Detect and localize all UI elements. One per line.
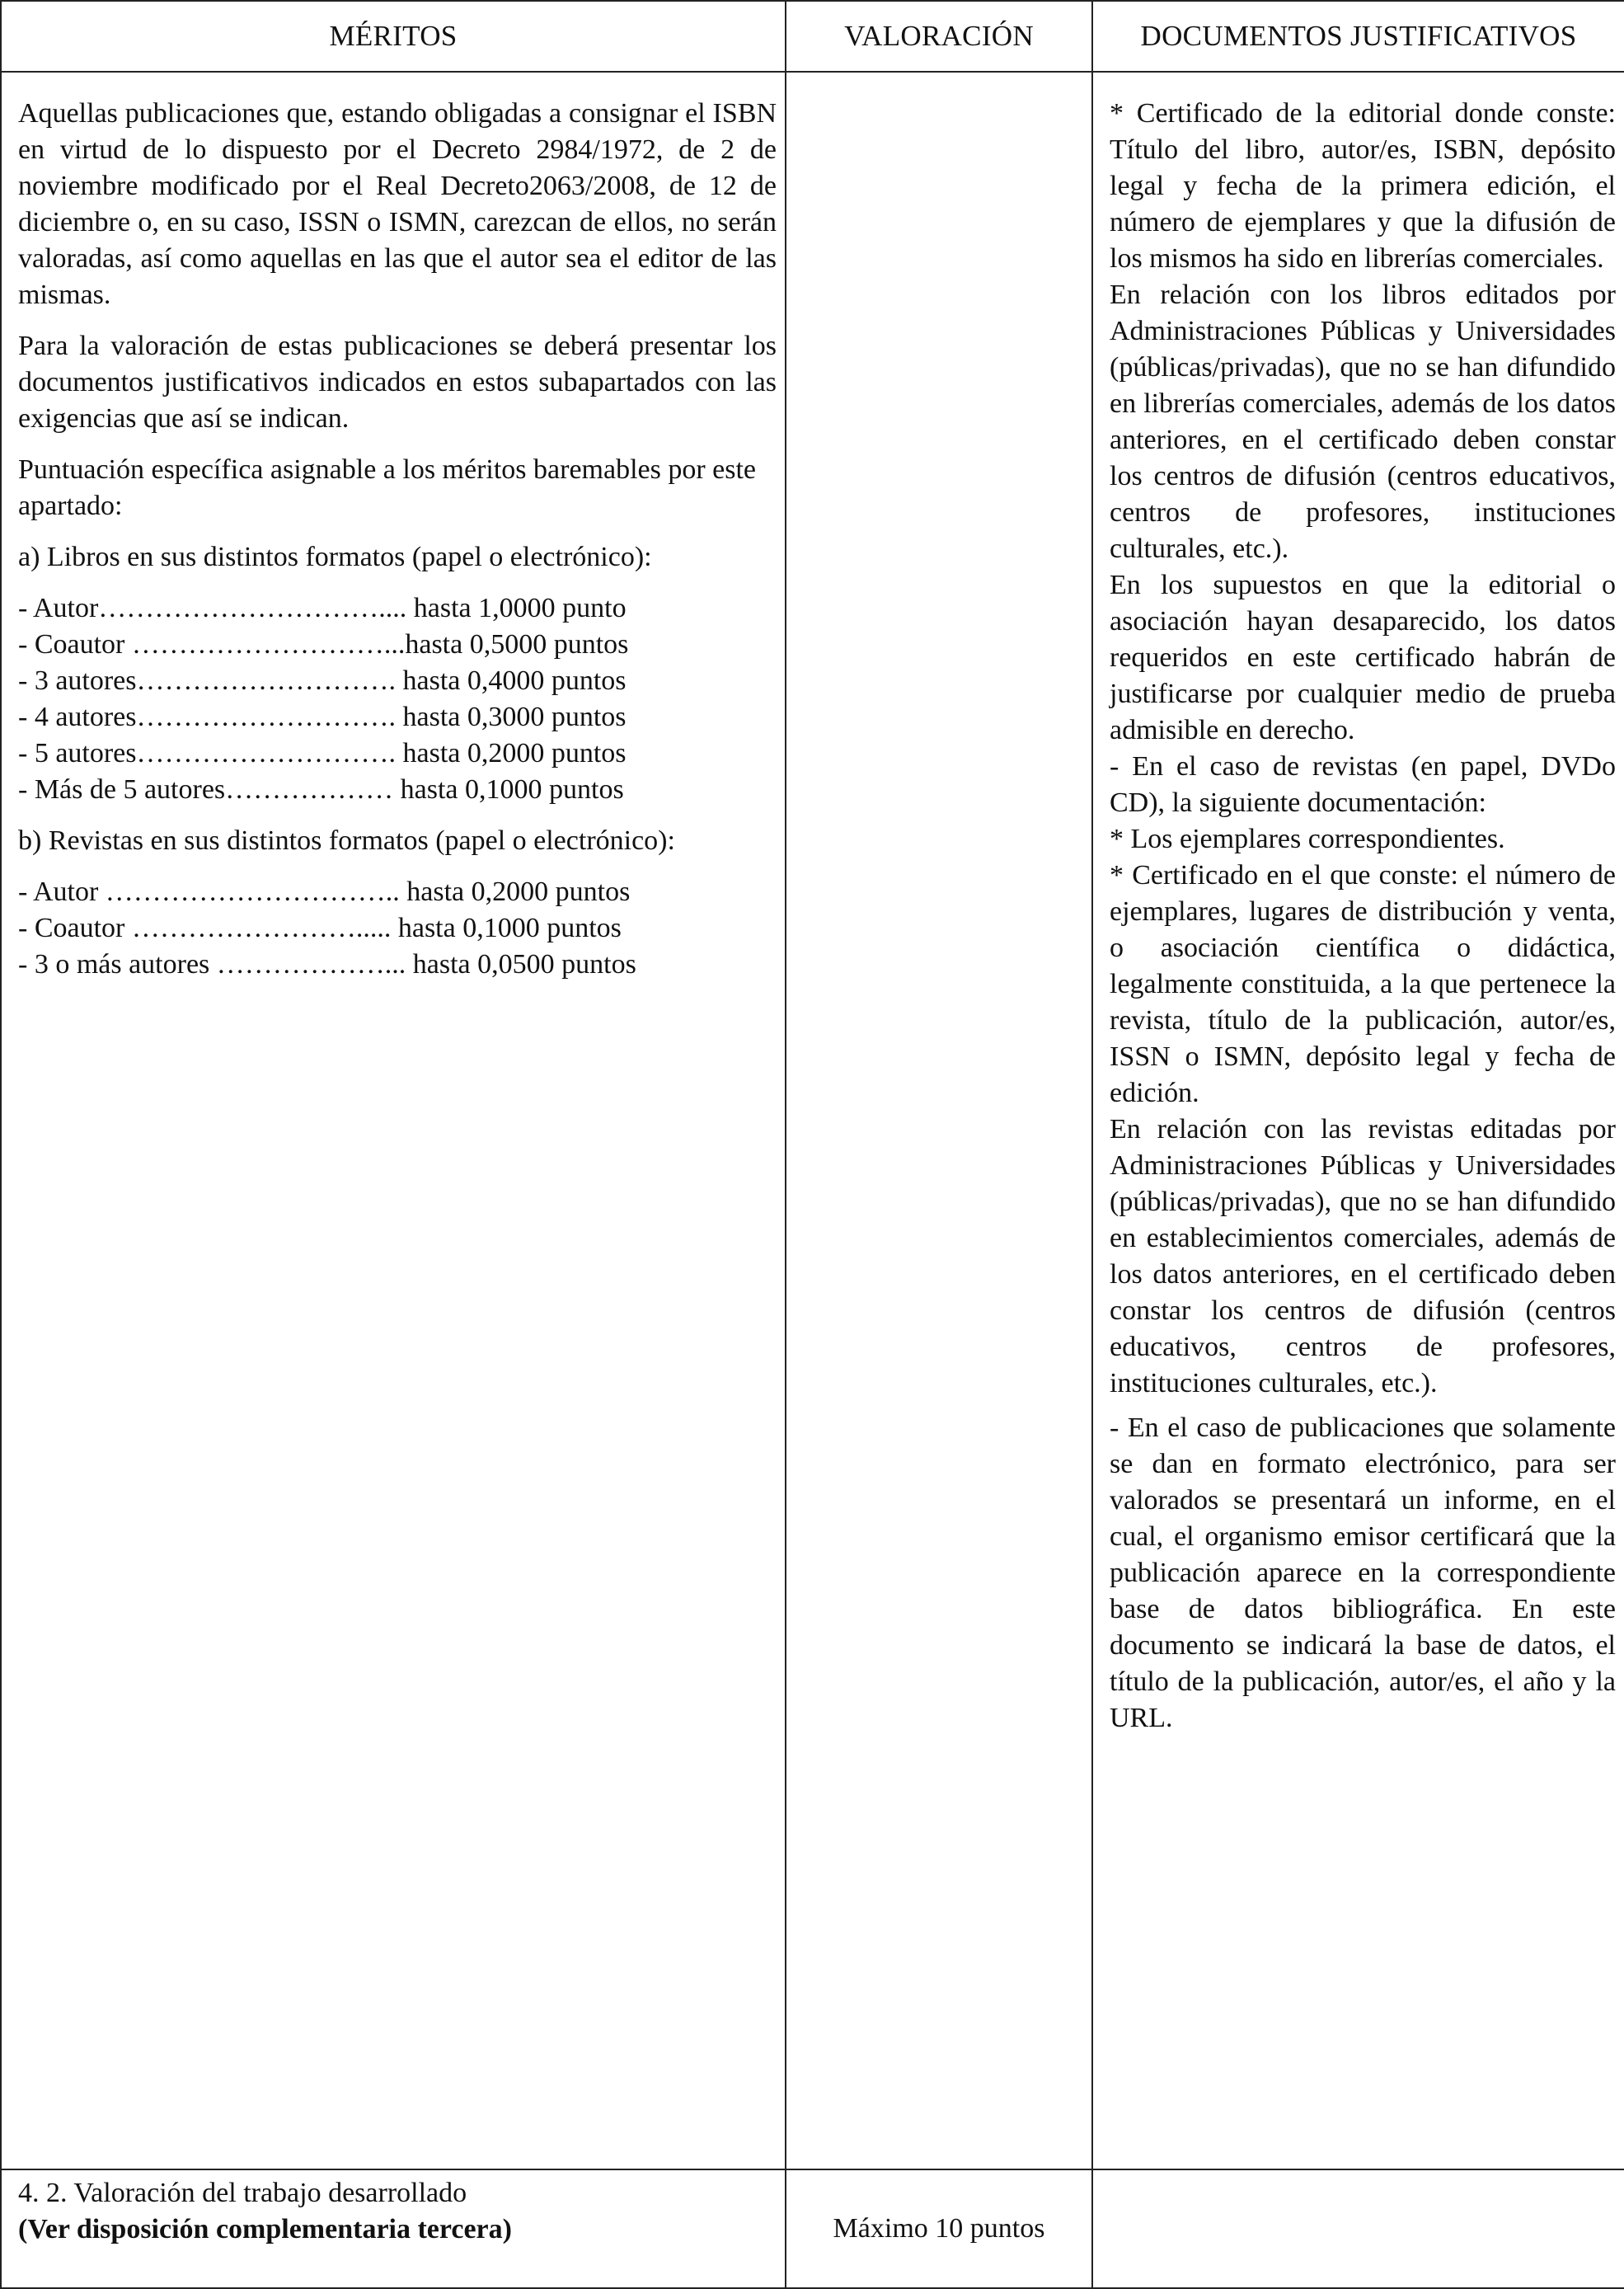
documentos-libros-administraciones: En relación con los libros editados por Administraciones Públicas y Universidades (públicas/privadas), que no se han difundido en librerías comerciales, además de los datos anteriores, en el certificado deben constar los centros de difusión (centros educativos, centros de profesores, instituciones culturales, etc.). bbox=[1110, 280, 1616, 564]
libros-list bbox=[18, 590, 777, 808]
header-documentos: DOCUMENTOS JUSTIFICATIVOS bbox=[1092, 1, 1624, 72]
documentos-certificado-editorial: * Certificado de la editorial donde conste: Título del libro, autor/es, ISBN, depósito legal y fecha de la primera edición, el número de ejemplares y que la difusión de los mismos ha sido en librerías comerciales. bbox=[1110, 98, 1616, 274]
revistas-item: - 3 o más autores ………………... hasta 0,0500 puntos bbox=[18, 949, 636, 980]
libros-item: - Más de 5 autores……………… hasta 0,1000 puntos bbox=[18, 774, 624, 805]
libros-title: a) Libros en sus distintos formatos (papel o electrónico): bbox=[18, 542, 652, 572]
revistas-list bbox=[18, 874, 777, 983]
documentos-revistas: - En el caso de revistas (en papel, DVDo CD), la siguiente documentación: bbox=[1110, 751, 1616, 818]
trabajo-desarrollado-title: 4. 2. Valoración del trabajo desarrollado bbox=[18, 2178, 467, 2208]
disposicion-complementaria-note: (Ver disposición complementaria tercera) bbox=[18, 2214, 512, 2244]
libros-item: - Autor………………………….... hasta 1,0000 punto bbox=[18, 593, 627, 623]
libros-item: - 4 autores………………………. hasta 0,3000 puntos bbox=[18, 702, 627, 732]
documentos-certificado-revista: * Certificado en el que conste: el número de ejemplares, lugares de distribución y venta, o asociación científica o didáctica, legalmente constituida, a la que pertenece la revista, título de la publicación, autor/es, ISSN o ISMN, depósito legal y fecha de edición. bbox=[1110, 860, 1616, 1108]
maximo-puntos: Máximo 10 puntos bbox=[786, 2169, 1092, 2288]
revistas-title: b) Revistas en sus distintos formatos (papel o electrónico): bbox=[18, 825, 675, 856]
trabajo-desarrollado-cell bbox=[1, 2169, 786, 2288]
header-valoracion: VALORACIÓN bbox=[786, 1, 1092, 72]
trabajo-desarrollado-row bbox=[1, 2169, 1624, 2288]
header-meritos: MÉRITOS bbox=[1, 1, 786, 72]
documentos-ejemplares: * Los ejemplares correspondientes. bbox=[1110, 824, 1505, 854]
meritos-paragraph-documentacion: Para la valoración de estas publicaciones se deberá presentar los documentos justificativos indicados en estos subapartados con las exigencias que así se indican. bbox=[18, 331, 777, 434]
documentos-cell bbox=[1092, 72, 1624, 2169]
libros-item: - 3 autores………………………. hasta 0,4000 puntos bbox=[18, 665, 627, 696]
revistas-item: - Coautor ……………………..... hasta 0,1000 puntos bbox=[18, 913, 622, 943]
meritos-paragraph-exclusion: Aquellas publicaciones que, estando obligadas a consignar el ISBN en virtud de lo dispuesto por el Decreto 2984/1972, de 2 de noviembre modificado por el Real Decreto2063/2008, de 12 de diciembre o, en su caso, ISSN o ISMN, carezcan de ellos, no serán valoradas, así como aquellas en las que el autor sea el editor de las mismas. bbox=[18, 98, 777, 310]
valoracion-cell bbox=[786, 72, 1092, 2169]
revistas-item: - Autor ………………………….. hasta 0,2000 puntos bbox=[18, 877, 631, 907]
libros-item: - 5 autores………………………. hasta 0,2000 puntos bbox=[18, 738, 627, 768]
header-row bbox=[1, 1, 1624, 72]
trabajo-documentos-cell bbox=[1092, 2169, 1624, 2288]
meritos-cell bbox=[1, 72, 786, 2169]
documentos-revistas-administraciones: En relación con las revistas editadas por Administraciones Públicas y Universidades (públicas/privadas), que no se han difundido en establecimientos comerciales, además de los datos anteriores, en el certificado deben constar los centros de difusión (centros educativos, centros de profesores, instituciones culturales, etc.). bbox=[1110, 1114, 1616, 1398]
documentos-formato-electronico: - En el caso de publicaciones que solamente se dan en formato electrónico, para ser valorados se presentará un informe, en el cual, el organismo emisor certificará que la publicación aparece en la correspondiente base de datos bibliográfica. En este documento se indicará la base de datos, el título de la publicación, autor/es, el año y la URL. bbox=[1110, 1412, 1616, 1733]
libros-item: - Coautor ………………………...hasta 0,5000 puntos bbox=[18, 629, 629, 660]
meritos-paragraph-puntuacion: Puntuación específica asignable a los méritos baremables por este apartado: bbox=[18, 454, 757, 521]
documentos-editorial-desaparecida: En los supuestos en que la editorial o asociación hayan desaparecido, los datos requeridos en este certificado habrán de justificarse por cualquier medio de prueba admisible en derecho. bbox=[1110, 570, 1616, 745]
publicaciones-row bbox=[1, 72, 1624, 2169]
